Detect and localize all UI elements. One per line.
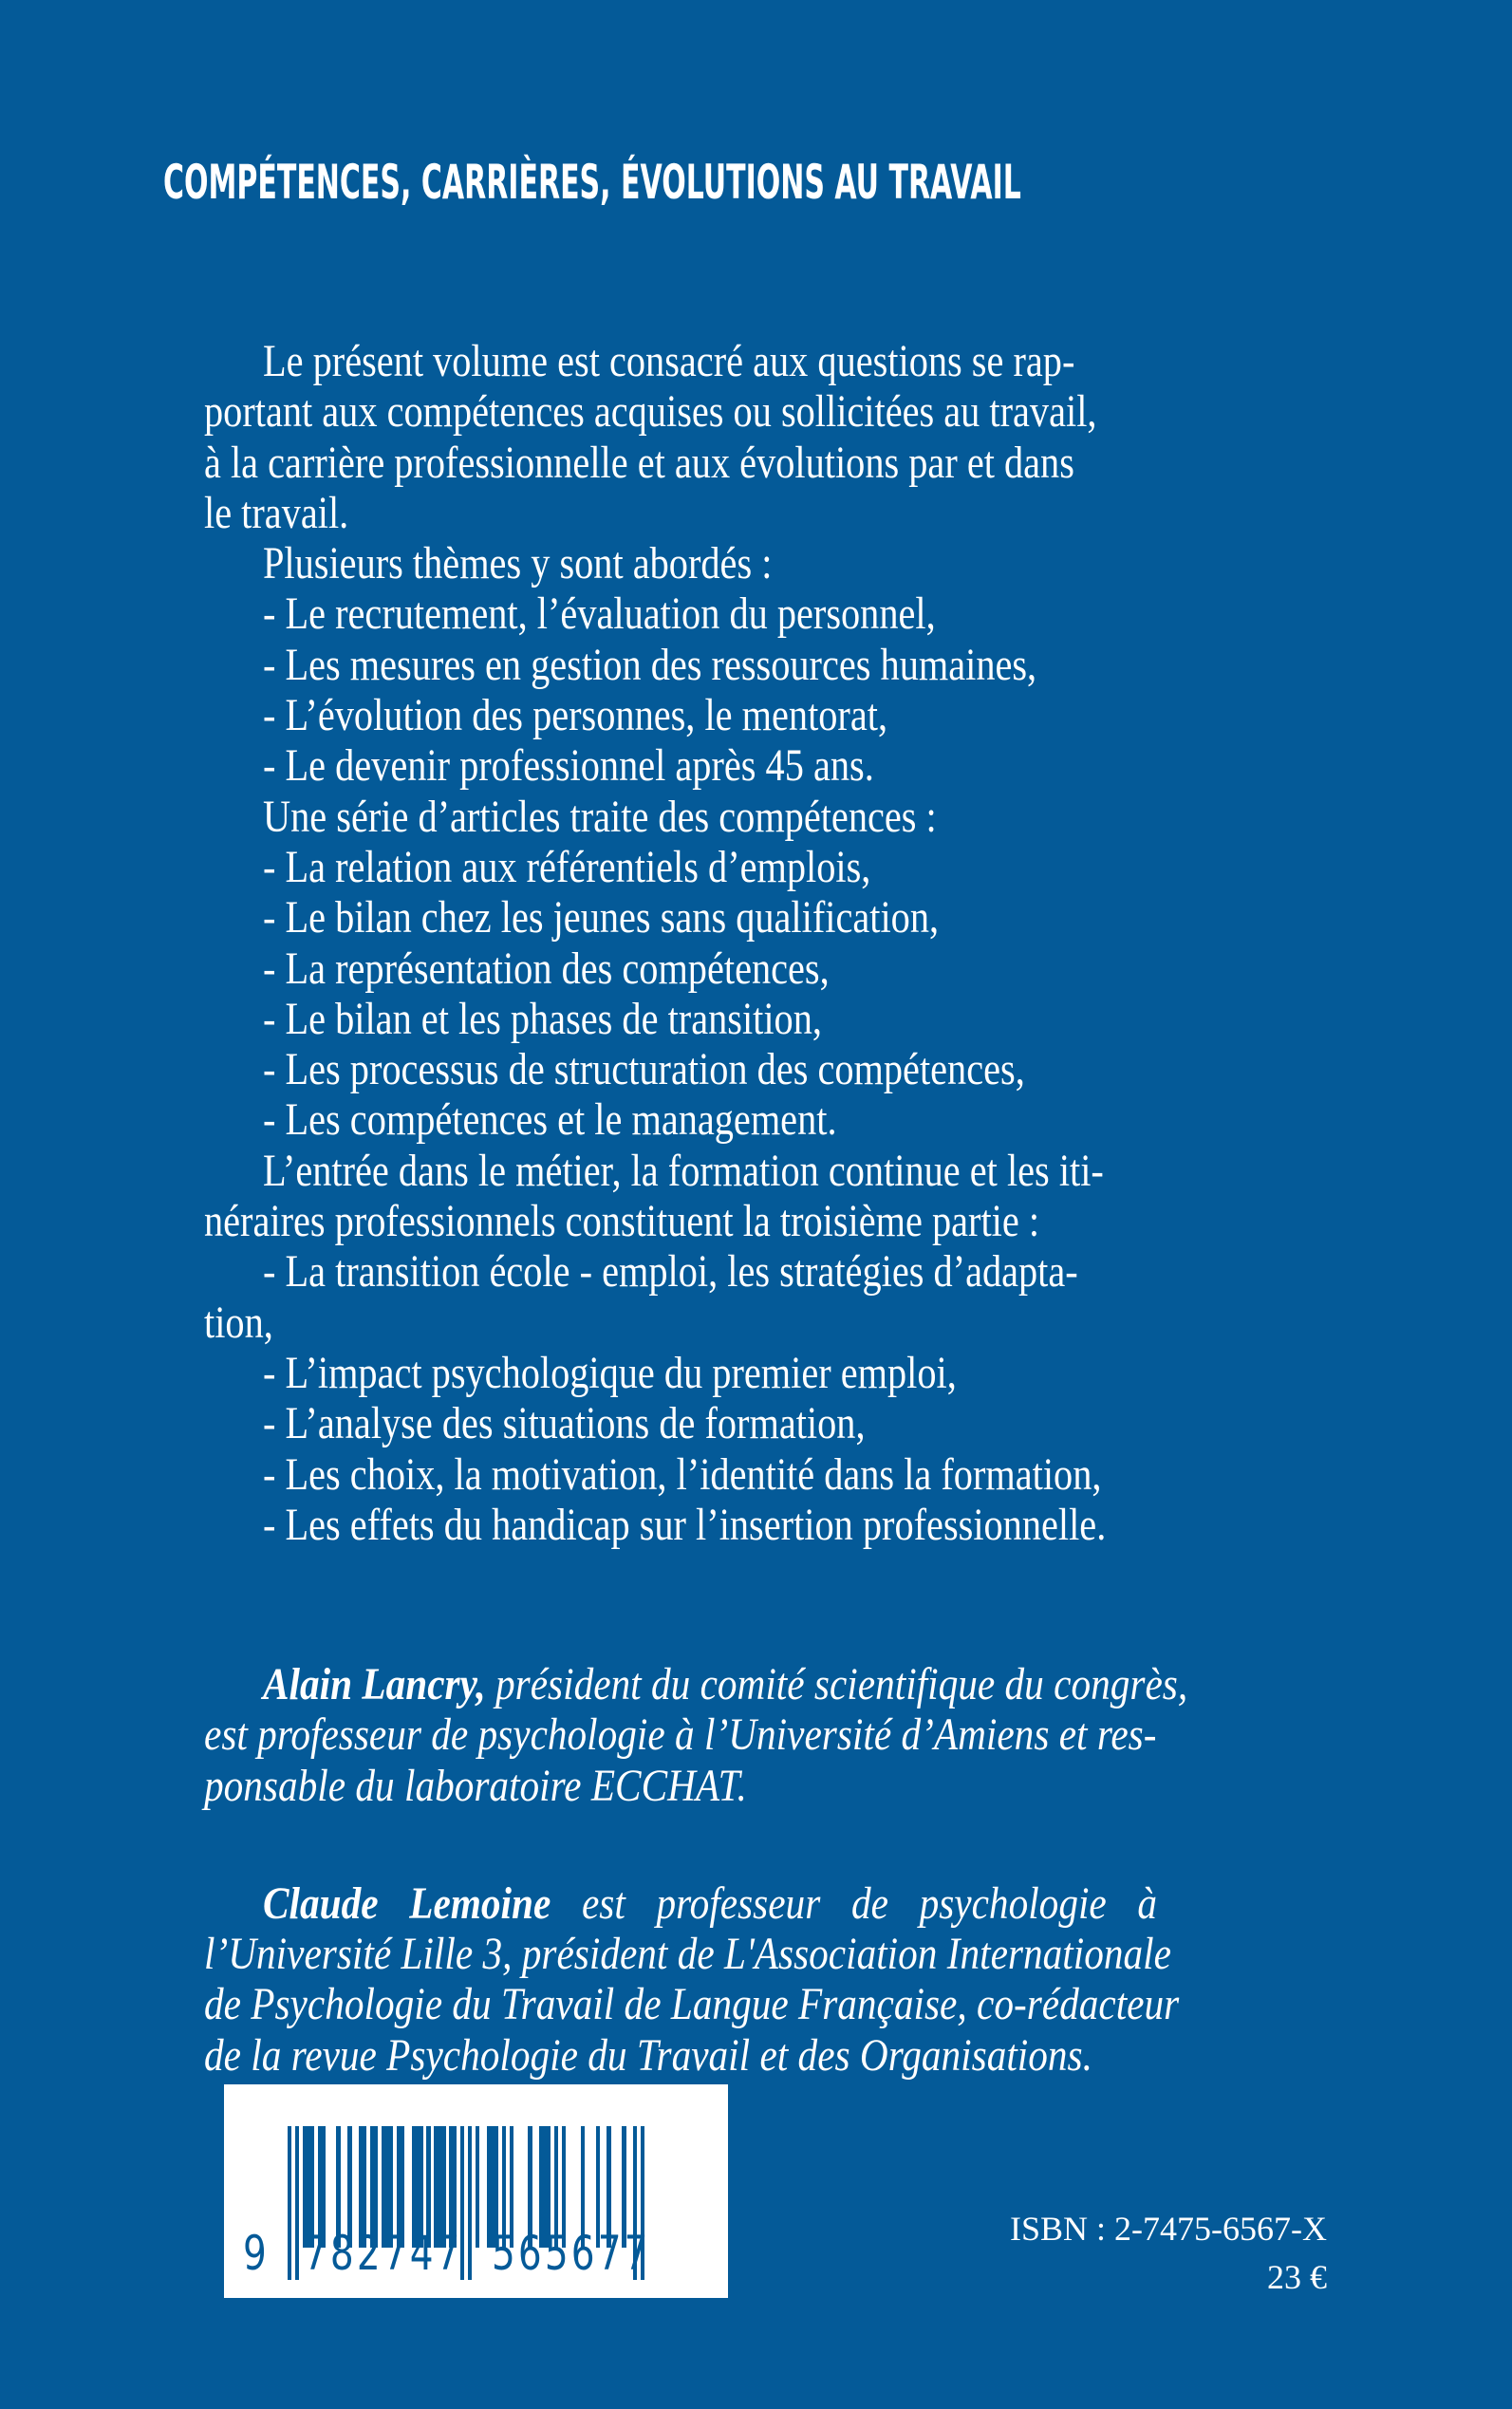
bio-line: Claude Lemoine est professeur de psychologie à [263,1877,1158,1929]
author-name: Alain Lancry, [263,1659,486,1709]
description-line: - Les mesures en gestion des ressources humaines, [263,639,1037,690]
barcode-first-digit: 9 [243,2226,270,2281]
description-line: - La transition école - emploi, les stratégies d’adapta- [263,1246,1078,1298]
description-line: - La représentation des compétences, [263,943,830,994]
description-line: à la carrière professionnelle et aux évolutions par et dans [204,437,1074,488]
author-name: Claude Lemoine [263,1877,551,1929]
barcode [224,2084,728,2298]
description-line: - Le recrutement, l’évaluation du personnel, [263,588,936,640]
description-line: Plusieurs thèmes y sont abordés : [263,538,773,589]
author-bio-lemoine [204,1878,1308,2081]
book-title: COMPÉTENCES, CARRIÈRES, ÉVOLUTIONS AU TRAVAIL [163,155,1021,210]
barcode-bar [476,2126,479,2248]
description-line: - Le devenir professionnel après 45 ans. [263,740,874,792]
description-line: - Les effets du handicap sur l’insertion professionnelle. [263,1499,1107,1550]
barcode-bar [288,2126,291,2280]
barcode-right-group: 565677 [492,2226,651,2281]
barcode-bar [295,2126,299,2280]
description-line: - Les choix, la motivation, l’identité dans la formation, [263,1448,1102,1500]
isbn: ISBN : 2-7475-6567-X [1010,2210,1327,2248]
bio-line: de la revue Psychologie du Travail et des Organisations. [204,2029,1092,2081]
price: 23 € [1267,2258,1327,2296]
barcode-bar [468,2126,472,2280]
description-line: - L’impact psychologique du premier emploi, [263,1347,957,1398]
description-line: - Le bilan et les phases de transition, [263,993,822,1044]
description-line: - La relation aux référentiels d’emplois, [263,841,871,892]
description-line: L’entrée dans le métier, la formation continue et les iti- [263,1145,1104,1196]
description-line: - Le bilan chez les jeunes sans qualification, [263,892,940,943]
bio-line: Alain Lancry, président du comité scientifique du congrès, [263,1659,1188,1709]
bio-line: ponsable du laboratoire ECCHAT. [204,1760,747,1811]
bio-line: l’Université Lille 3, président de L'Association Internationale [204,1929,1171,1980]
description-line: Le présent volume est consacré aux questions se rap- [263,336,1075,386]
description-line: Une série d’articles traite des compétences : [263,791,937,842]
description [204,336,1308,1550]
description-line: tion, [204,1297,273,1348]
description-line: néraires professionnels constituent la troisième partie : [204,1196,1040,1247]
bio-line: est professeur de psychologie à l’Université d’Amiens et res- [204,1709,1157,1761]
author-bio-lancry [204,1659,1308,1811]
description-line: - L’analyse des situations de formation, [263,1398,866,1449]
bio-line: de Psychologie du Travail de Langue Française, co-rédacteur [204,1979,1180,2030]
description-line: - L’évolution des personnes, le mentorat, [263,690,888,741]
author-bios [204,1659,1308,2148]
description-line: - Les processus de structuration des compétences, [263,1044,1025,1095]
barcode-left-group: 782747 [304,2226,463,2281]
description-line: le travail. [204,487,349,538]
description-line: - Les compétences et le management. [263,1094,837,1146]
description-line: portant aux compétences acquises ou sollicitées au travail, [204,386,1097,438]
